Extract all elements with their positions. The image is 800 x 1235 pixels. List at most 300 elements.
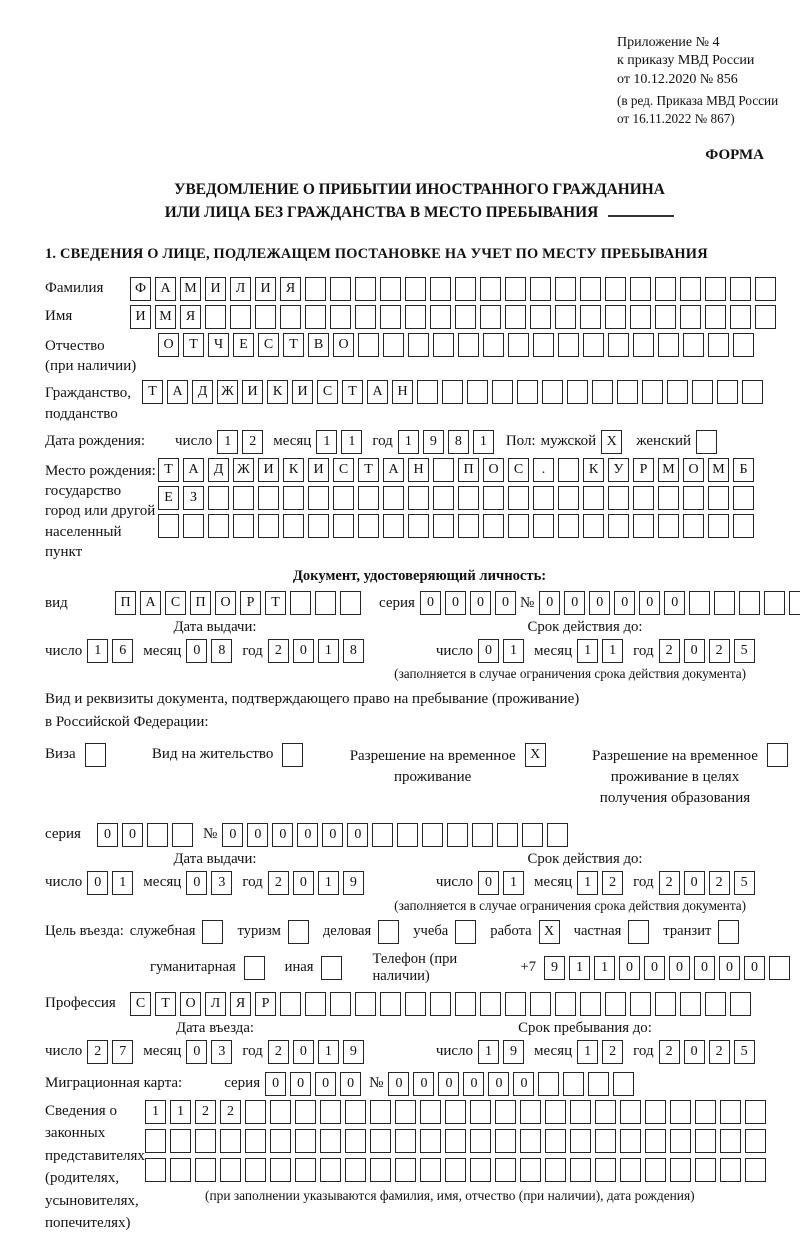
char-cell[interactable]: А <box>183 458 204 482</box>
char-cell[interactable]: И <box>205 277 226 301</box>
char-cell[interactable]: Д <box>192 380 213 404</box>
char-cell[interactable] <box>202 920 223 944</box>
char-cell[interactable]: 0 <box>186 1040 207 1064</box>
char-cell[interactable]: X <box>601 430 622 454</box>
char-cell[interactable] <box>305 992 326 1016</box>
char-cell[interactable] <box>708 333 729 357</box>
char-cell[interactable] <box>563 1072 584 1096</box>
birth-day-cells[interactable] <box>217 430 267 454</box>
char-cell[interactable] <box>605 277 626 301</box>
char-cell[interactable] <box>233 514 254 538</box>
residence-series-cells[interactable] <box>97 823 197 847</box>
char-cell[interactable] <box>380 992 401 1016</box>
char-cell[interactable] <box>570 1100 591 1124</box>
char-cell[interactable] <box>455 305 476 329</box>
char-cell[interactable] <box>447 823 468 847</box>
gender-female-checkbox[interactable] <box>696 430 721 454</box>
char-cell[interactable] <box>789 591 800 615</box>
char-cell[interactable] <box>696 430 717 454</box>
char-cell[interactable]: 0 <box>684 871 705 895</box>
char-cell[interactable] <box>658 486 679 510</box>
char-cell[interactable]: Т <box>142 380 163 404</box>
char-cell[interactable] <box>745 1158 766 1182</box>
char-cell[interactable]: М <box>708 458 729 482</box>
char-cell[interactable] <box>558 486 579 510</box>
char-cell[interactable] <box>555 305 576 329</box>
char-cell[interactable]: С <box>333 458 354 482</box>
char-cell[interactable] <box>645 1100 666 1124</box>
char-cell[interactable] <box>270 1158 291 1182</box>
purpose-transit-checkbox[interactable] <box>718 920 743 944</box>
char-cell[interactable]: 8 <box>448 430 469 454</box>
char-cell[interactable]: 2 <box>220 1100 241 1124</box>
char-cell[interactable] <box>683 486 704 510</box>
char-cell[interactable] <box>505 305 526 329</box>
char-cell[interactable] <box>633 333 654 357</box>
doc-number-cells[interactable] <box>539 591 800 615</box>
char-cell[interactable]: 2 <box>709 639 730 663</box>
char-cell[interactable] <box>533 333 554 357</box>
char-cell[interactable]: С <box>258 333 279 357</box>
char-cell[interactable]: 1 <box>569 956 590 980</box>
char-cell[interactable] <box>258 486 279 510</box>
char-cell[interactable] <box>705 992 726 1016</box>
char-cell[interactable] <box>658 333 679 357</box>
char-cell[interactable] <box>145 1158 166 1182</box>
char-cell[interactable]: Р <box>255 992 276 1016</box>
char-cell[interactable]: 0 <box>445 591 466 615</box>
char-cell[interactable] <box>689 591 710 615</box>
char-cell[interactable]: П <box>458 458 479 482</box>
char-cell[interactable] <box>530 992 551 1016</box>
char-cell[interactable] <box>147 823 168 847</box>
char-cell[interactable]: И <box>242 380 263 404</box>
char-cell[interactable] <box>680 277 701 301</box>
char-cell[interactable]: Р <box>240 591 261 615</box>
char-cell[interactable] <box>630 305 651 329</box>
char-cell[interactable] <box>220 1158 241 1182</box>
char-cell[interactable]: К <box>283 458 304 482</box>
given-name-cells[interactable] <box>130 305 780 329</box>
char-cell[interactable]: О <box>333 333 354 357</box>
char-cell[interactable] <box>430 992 451 1016</box>
char-cell[interactable]: 0 <box>478 639 499 663</box>
char-cell[interactable] <box>455 277 476 301</box>
char-cell[interactable]: 1 <box>577 1040 598 1064</box>
char-cell[interactable] <box>555 992 576 1016</box>
char-cell[interactable] <box>655 277 676 301</box>
char-cell[interactable]: 0 <box>539 591 560 615</box>
residence-valid-month-cells[interactable] <box>577 871 627 895</box>
char-cell[interactable] <box>472 823 493 847</box>
citizenship-cells[interactable] <box>142 380 767 404</box>
char-cell[interactable]: 0 <box>297 823 318 847</box>
char-cell[interactable] <box>558 514 579 538</box>
char-cell[interactable] <box>483 333 504 357</box>
char-cell[interactable] <box>308 514 329 538</box>
char-cell[interactable]: 9 <box>343 1040 364 1064</box>
doc-series-cells[interactable] <box>420 591 520 615</box>
stay-year-cells[interactable] <box>659 1040 759 1064</box>
char-cell[interactable]: 0 <box>614 591 635 615</box>
char-cell[interactable] <box>755 305 776 329</box>
char-cell[interactable] <box>608 333 629 357</box>
char-cell[interactable] <box>580 277 601 301</box>
char-cell[interactable]: 0 <box>488 1072 509 1096</box>
char-cell[interactable]: 0 <box>87 871 108 895</box>
identity-valid-year-cells[interactable] <box>659 639 759 663</box>
char-cell[interactable] <box>714 591 735 615</box>
char-cell[interactable]: 0 <box>222 823 243 847</box>
char-cell[interactable] <box>205 305 226 329</box>
char-cell[interactable]: 0 <box>265 1072 286 1096</box>
char-cell[interactable] <box>508 486 529 510</box>
char-cell[interactable] <box>645 1129 666 1153</box>
char-cell[interactable]: 2 <box>709 1040 730 1064</box>
char-cell[interactable] <box>717 380 738 404</box>
char-cell[interactable] <box>630 277 651 301</box>
char-cell[interactable] <box>492 380 513 404</box>
char-cell[interactable]: И <box>130 305 151 329</box>
char-cell[interactable] <box>195 1158 216 1182</box>
char-cell[interactable] <box>558 333 579 357</box>
patronymic-cells[interactable] <box>158 333 758 357</box>
char-cell[interactable]: О <box>683 458 704 482</box>
char-cell[interactable] <box>533 514 554 538</box>
char-cell[interactable]: 9 <box>503 1040 524 1064</box>
char-cell[interactable]: Ж <box>217 380 238 404</box>
char-cell[interactable]: 7 <box>112 1040 133 1064</box>
char-cell[interactable] <box>280 992 301 1016</box>
gender-male-checkbox[interactable] <box>601 430 626 454</box>
residence-permit-checkbox[interactable] <box>282 743 307 767</box>
char-cell[interactable] <box>745 1100 766 1124</box>
entry-day-cells[interactable] <box>87 1040 137 1064</box>
char-cell[interactable] <box>370 1158 391 1182</box>
char-cell[interactable]: 0 <box>293 1040 314 1064</box>
char-cell[interactable]: И <box>258 458 279 482</box>
char-cell[interactable] <box>683 514 704 538</box>
char-cell[interactable]: 0 <box>413 1072 434 1096</box>
char-cell[interactable] <box>408 333 429 357</box>
char-cell[interactable] <box>395 1100 416 1124</box>
char-cell[interactable] <box>270 1129 291 1153</box>
char-cell[interactable]: П <box>115 591 136 615</box>
char-cell[interactable] <box>720 1100 741 1124</box>
identity-valid-day-cells[interactable] <box>478 639 528 663</box>
char-cell[interactable]: 0 <box>322 823 343 847</box>
char-cell[interactable]: Е <box>158 486 179 510</box>
char-cell[interactable] <box>395 1158 416 1182</box>
char-cell[interactable] <box>408 486 429 510</box>
char-cell[interactable] <box>455 992 476 1016</box>
char-cell[interactable] <box>667 380 688 404</box>
residence-valid-year-cells[interactable] <box>659 871 759 895</box>
char-cell[interactable] <box>208 486 229 510</box>
char-cell[interactable] <box>321 956 342 980</box>
char-cell[interactable]: 0 <box>388 1072 409 1096</box>
char-cell[interactable] <box>605 305 626 329</box>
migration-number-cells[interactable] <box>388 1072 638 1096</box>
char-cell[interactable] <box>739 591 760 615</box>
char-cell[interactable]: А <box>383 458 404 482</box>
char-cell[interactable] <box>708 486 729 510</box>
char-cell[interactable] <box>358 333 379 357</box>
char-cell[interactable] <box>522 823 543 847</box>
char-cell[interactable]: О <box>158 333 179 357</box>
char-cell[interactable] <box>430 277 451 301</box>
char-cell[interactable] <box>733 333 754 357</box>
char-cell[interactable] <box>295 1100 316 1124</box>
stay-month-cells[interactable] <box>577 1040 627 1064</box>
birth-place-row3[interactable] <box>158 514 758 538</box>
char-cell[interactable] <box>345 1158 366 1182</box>
char-cell[interactable] <box>445 1129 466 1153</box>
char-cell[interactable] <box>497 823 518 847</box>
char-cell[interactable] <box>345 1100 366 1124</box>
char-cell[interactable] <box>433 458 454 482</box>
char-cell[interactable]: Н <box>408 458 429 482</box>
char-cell[interactable]: 2 <box>268 639 289 663</box>
char-cell[interactable]: 2 <box>659 639 680 663</box>
char-cell[interactable] <box>755 277 776 301</box>
char-cell[interactable] <box>170 1129 191 1153</box>
char-cell[interactable]: Т <box>283 333 304 357</box>
char-cell[interactable] <box>420 1129 441 1153</box>
char-cell[interactable] <box>467 380 488 404</box>
char-cell[interactable] <box>580 305 601 329</box>
char-cell[interactable] <box>633 514 654 538</box>
char-cell[interactable]: А <box>167 380 188 404</box>
char-cell[interactable] <box>608 514 629 538</box>
char-cell[interactable]: 0 <box>290 1072 311 1096</box>
char-cell[interactable]: В <box>308 333 329 357</box>
char-cell[interactable] <box>420 1100 441 1124</box>
char-cell[interactable] <box>172 823 193 847</box>
char-cell[interactable] <box>330 305 351 329</box>
char-cell[interactable]: С <box>165 591 186 615</box>
char-cell[interactable] <box>695 1129 716 1153</box>
char-cell[interactable]: 0 <box>438 1072 459 1096</box>
residence-number-cells[interactable] <box>222 823 572 847</box>
char-cell[interactable] <box>620 1129 641 1153</box>
char-cell[interactable]: 0 <box>97 823 118 847</box>
char-cell[interactable] <box>358 486 379 510</box>
char-cell[interactable]: 0 <box>340 1072 361 1096</box>
char-cell[interactable] <box>769 956 790 980</box>
char-cell[interactable]: О <box>215 591 236 615</box>
char-cell[interactable] <box>613 1072 634 1096</box>
char-cell[interactable] <box>692 380 713 404</box>
char-cell[interactable] <box>705 305 726 329</box>
char-cell[interactable]: 0 <box>478 871 499 895</box>
char-cell[interactable] <box>330 277 351 301</box>
char-cell[interactable] <box>183 514 204 538</box>
char-cell[interactable] <box>315 591 336 615</box>
char-cell[interactable] <box>547 823 568 847</box>
representatives-row1[interactable] <box>145 1100 770 1124</box>
residence-valid-day-cells[interactable] <box>478 871 528 895</box>
identity-issue-day-cells[interactable] <box>87 639 137 663</box>
char-cell[interactable] <box>383 333 404 357</box>
char-cell[interactable]: 1 <box>577 639 598 663</box>
char-cell[interactable] <box>520 1129 541 1153</box>
char-cell[interactable] <box>483 514 504 538</box>
char-cell[interactable]: 8 <box>211 639 232 663</box>
char-cell[interactable] <box>395 1129 416 1153</box>
char-cell[interactable] <box>538 1072 559 1096</box>
char-cell[interactable] <box>445 1158 466 1182</box>
char-cell[interactable] <box>670 1100 691 1124</box>
char-cell[interactable] <box>145 1129 166 1153</box>
char-cell[interactable]: С <box>508 458 529 482</box>
char-cell[interactable]: 0 <box>495 591 516 615</box>
purpose-other-checkbox[interactable] <box>321 956 346 980</box>
char-cell[interactable] <box>588 1072 609 1096</box>
char-cell[interactable] <box>455 920 476 944</box>
study-permit-checkbox[interactable] <box>767 743 792 767</box>
char-cell[interactable] <box>445 1100 466 1124</box>
char-cell[interactable]: 1 <box>594 956 615 980</box>
char-cell[interactable] <box>355 992 376 1016</box>
char-cell[interactable] <box>85 743 106 767</box>
char-cell[interactable] <box>705 277 726 301</box>
char-cell[interactable]: М <box>155 305 176 329</box>
visa-checkbox[interactable] <box>85 743 110 767</box>
char-cell[interactable] <box>720 1129 741 1153</box>
char-cell[interactable]: 1 <box>217 430 238 454</box>
char-cell[interactable] <box>480 992 501 1016</box>
char-cell[interactable] <box>530 277 551 301</box>
birth-year-cells[interactable] <box>398 430 498 454</box>
char-cell[interactable]: Д <box>208 458 229 482</box>
char-cell[interactable]: 9 <box>544 956 565 980</box>
char-cell[interactable] <box>695 1100 716 1124</box>
char-cell[interactable] <box>305 277 326 301</box>
char-cell[interactable] <box>567 380 588 404</box>
char-cell[interactable] <box>308 486 329 510</box>
purpose-study-checkbox[interactable] <box>455 920 480 944</box>
char-cell[interactable]: Т <box>183 333 204 357</box>
char-cell[interactable] <box>628 920 649 944</box>
char-cell[interactable] <box>764 591 785 615</box>
char-cell[interactable]: М <box>658 458 679 482</box>
char-cell[interactable] <box>405 305 426 329</box>
char-cell[interactable] <box>422 823 443 847</box>
char-cell[interactable] <box>288 920 309 944</box>
char-cell[interactable]: А <box>140 591 161 615</box>
char-cell[interactable]: 0 <box>420 591 441 615</box>
char-cell[interactable] <box>730 305 751 329</box>
char-cell[interactable] <box>333 514 354 538</box>
char-cell[interactable]: 0 <box>463 1072 484 1096</box>
char-cell[interactable] <box>433 486 454 510</box>
char-cell[interactable] <box>370 1129 391 1153</box>
char-cell[interactable] <box>520 1100 541 1124</box>
char-cell[interactable] <box>658 514 679 538</box>
purpose-tourism-checkbox[interactable] <box>288 920 313 944</box>
char-cell[interactable] <box>633 486 654 510</box>
char-cell[interactable] <box>530 305 551 329</box>
char-cell[interactable]: Т <box>342 380 363 404</box>
char-cell[interactable] <box>680 305 701 329</box>
char-cell[interactable]: 0 <box>639 591 660 615</box>
char-cell[interactable] <box>470 1158 491 1182</box>
char-cell[interactable]: X <box>525 743 546 767</box>
char-cell[interactable] <box>245 1129 266 1153</box>
char-cell[interactable] <box>480 305 501 329</box>
char-cell[interactable]: 1 <box>341 430 362 454</box>
char-cell[interactable]: Л <box>205 992 226 1016</box>
char-cell[interactable] <box>718 920 739 944</box>
char-cell[interactable]: 1 <box>318 871 339 895</box>
char-cell[interactable]: 1 <box>503 639 524 663</box>
char-cell[interactable] <box>595 1158 616 1182</box>
char-cell[interactable] <box>583 514 604 538</box>
char-cell[interactable] <box>305 305 326 329</box>
char-cell[interactable]: И <box>292 380 313 404</box>
char-cell[interactable] <box>320 1129 341 1153</box>
purpose-private-checkbox[interactable] <box>628 920 653 944</box>
purpose-work-checkbox[interactable] <box>539 920 564 944</box>
char-cell[interactable]: 3 <box>211 1040 232 1064</box>
char-cell[interactable] <box>683 333 704 357</box>
char-cell[interactable]: 0 <box>513 1072 534 1096</box>
char-cell[interactable] <box>505 277 526 301</box>
char-cell[interactable] <box>583 333 604 357</box>
char-cell[interactable] <box>270 1100 291 1124</box>
char-cell[interactable]: У <box>608 458 629 482</box>
char-cell[interactable]: 2 <box>87 1040 108 1064</box>
char-cell[interactable] <box>583 486 604 510</box>
char-cell[interactable] <box>170 1158 191 1182</box>
char-cell[interactable]: 5 <box>734 1040 755 1064</box>
char-cell[interactable]: Т <box>265 591 286 615</box>
char-cell[interactable] <box>245 1100 266 1124</box>
char-cell[interactable] <box>380 277 401 301</box>
char-cell[interactable]: 0 <box>186 871 207 895</box>
char-cell[interactable] <box>470 1129 491 1153</box>
char-cell[interactable] <box>670 1158 691 1182</box>
char-cell[interactable] <box>417 380 438 404</box>
char-cell[interactable]: 2 <box>602 1040 623 1064</box>
char-cell[interactable] <box>508 514 529 538</box>
char-cell[interactable] <box>655 305 676 329</box>
char-cell[interactable] <box>340 591 361 615</box>
char-cell[interactable]: 0 <box>293 871 314 895</box>
char-cell[interactable] <box>397 823 418 847</box>
char-cell[interactable]: 1 <box>478 1040 499 1064</box>
char-cell[interactable] <box>383 486 404 510</box>
char-cell[interactable] <box>495 1158 516 1182</box>
char-cell[interactable] <box>767 743 788 767</box>
char-cell[interactable]: 1 <box>112 871 133 895</box>
char-cell[interactable] <box>405 992 426 1016</box>
char-cell[interactable] <box>233 486 254 510</box>
char-cell[interactable] <box>545 1158 566 1182</box>
char-cell[interactable] <box>733 514 754 538</box>
char-cell[interactable] <box>670 1129 691 1153</box>
char-cell[interactable] <box>617 380 638 404</box>
char-cell[interactable]: 0 <box>122 823 143 847</box>
char-cell[interactable] <box>595 1129 616 1153</box>
char-cell[interactable] <box>580 992 601 1016</box>
stay-day-cells[interactable] <box>478 1040 528 1064</box>
char-cell[interactable] <box>545 1100 566 1124</box>
identity-issue-year-cells[interactable] <box>268 639 368 663</box>
char-cell[interactable]: 0 <box>744 956 765 980</box>
char-cell[interactable] <box>508 333 529 357</box>
